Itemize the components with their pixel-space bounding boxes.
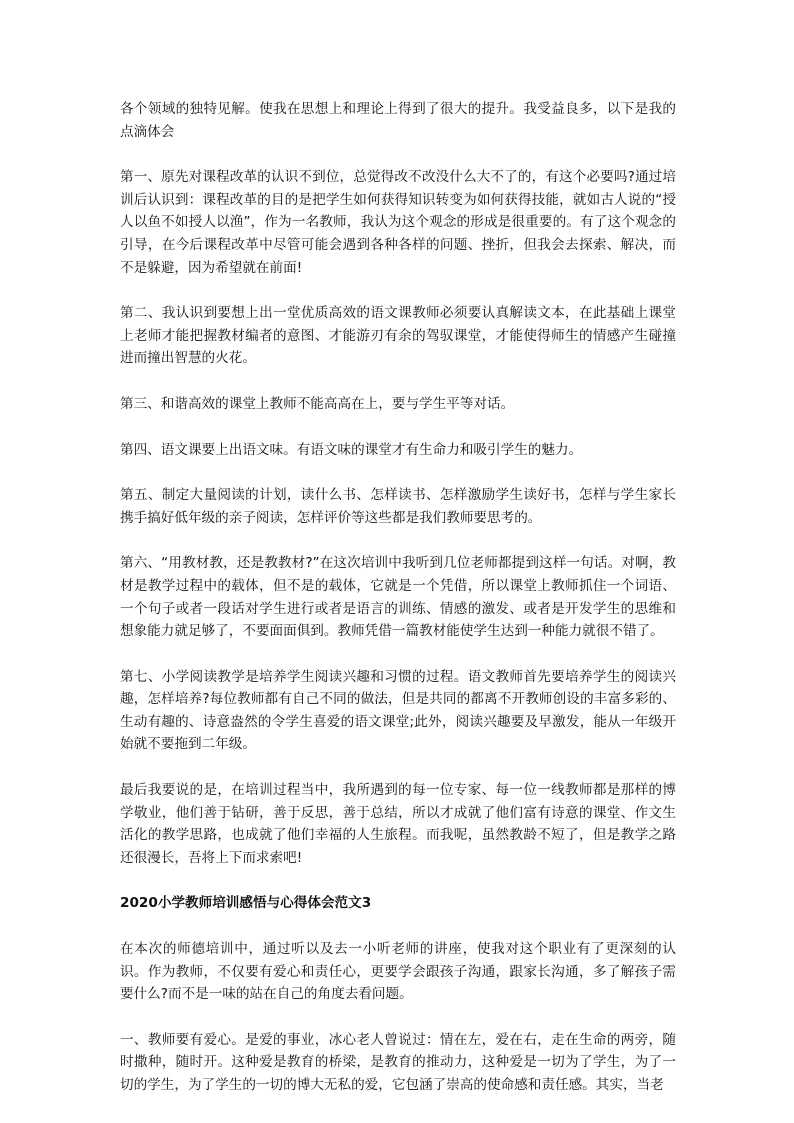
paragraph-conclusion: 最后我要说的是，在培训过程当中，我所遇到的每一位专家、每一位一线教师都是那样的博学敬业，他们善于钻研，善于反思，善于总结，所以才成就了他们富有诗意的课堂、作文生活化的教学思路，也成就了他们幸福的人生旅程。而我呢，虽然教龄不短了，但是教学之路还很漫长，吾将上下而求索吧!	[120, 782, 676, 866]
paragraph-point-4: 第四、语文课要上出语文味。有语文味的课堂才有生命力和吸引学生的魅力。	[120, 441, 583, 458]
paragraph-point-2: 第二、我认识到要想上出一堂优质高效的语文课教师必须要认真解读文本，在此基础上课堂上老师才能把握教材编者的意图、才能游刃有余的驾驭课堂，才能使得师生的情感产生碰撞进而撞出智慧的火花。	[120, 305, 676, 367]
document-page	[120, 98, 676, 1120]
section-paragraph-intro: 在本次的师德培训中，通过听以及去一小听老师的讲座，使我对这个职业有了更深刻的认识。作为教师，不仅要有爱心和责任心，更要学会跟孩子沟通，跟家长沟通，多了解孩子需要什么?而不是一味的站在自己的角度去看问题。	[120, 941, 676, 1003]
paragraph-point-3: 第三、和谐高效的课堂上教师不能高高在上，要与学生平等对话。	[120, 395, 515, 412]
section-title: 2020小学教师培训感悟与心得体会范文3	[120, 895, 372, 912]
paragraph-point-1: 第一、原先对课程改革的认识不到位，总觉得改不改没什么大不了的，有这个必要吗?通过培训后认识到：课程改革的目的是把学生如何获得知识转变为如何获得技能，就如古人说的“授人以鱼不如授人以渔”，作为一名教师，我认为这个观念的形成是很重要的。有了这个观念的引导，在今后课程改革中尽管可能会遇到各种各样的问题、挫折，但我会去探索、解决，而不是躲避，因为希望就在前面!	[120, 169, 676, 276]
section-paragraph-point-1: 一、教师要有爱心。是爱的事业，冰心老人曾说过：情在左，爱在右，走在生命的两旁，随时撒种，随时开。这种爱是教育的桥梁，是教育的推动力，这种爱是一切为了学生，为了一切的学生，为了学生的一切的博大无私的爱，它包涵了崇高的使命感和责任感。其实，当老	[120, 1031, 676, 1093]
paragraph-intro: 各个领域的独特见解。使我在思想上和理论上得到了很大的提升。我受益良多，以下是我的点滴体会	[120, 101, 676, 140]
paragraph-point-5: 第五、制定大量阅读的计划，读什么书、怎样读书、怎样激励学生读好书，怎样与学生家长携手搞好低年级的亲子阅读，怎样评价等这些都是我们教师要思考的。	[120, 487, 676, 526]
paragraph-point-6: 第六、“用教材教，还是教教材?”在这次培训中我听到几位老师都提到这样一句话。对啊，教材是教学过程中的载体，但不是的载体，它就是一个凭借，所以课堂上教师抓住一个词语、一个句子或者一段话对学生进行或者是语言的训练、情感的激发、或者是开发学生的思维和想象能力就足够了，不要面面俱到。教师凭借一篇教材能使学生达到一种能力就很不错了。	[120, 555, 676, 640]
paragraph-point-7: 第七、小学阅读教学是培养学生阅读兴趣和习惯的过程。语文教师首先要培养学生的阅读兴趣，怎样培养?每位教师都有自己不同的做法，但是共同的都离不开教师创设的丰富多彩的、生动有趣的、诗意盎然的令学生喜爱的语文课堂;此外，阅读兴趣要及早激发，能从一年级开始就不要拖到二年级。	[120, 668, 676, 753]
